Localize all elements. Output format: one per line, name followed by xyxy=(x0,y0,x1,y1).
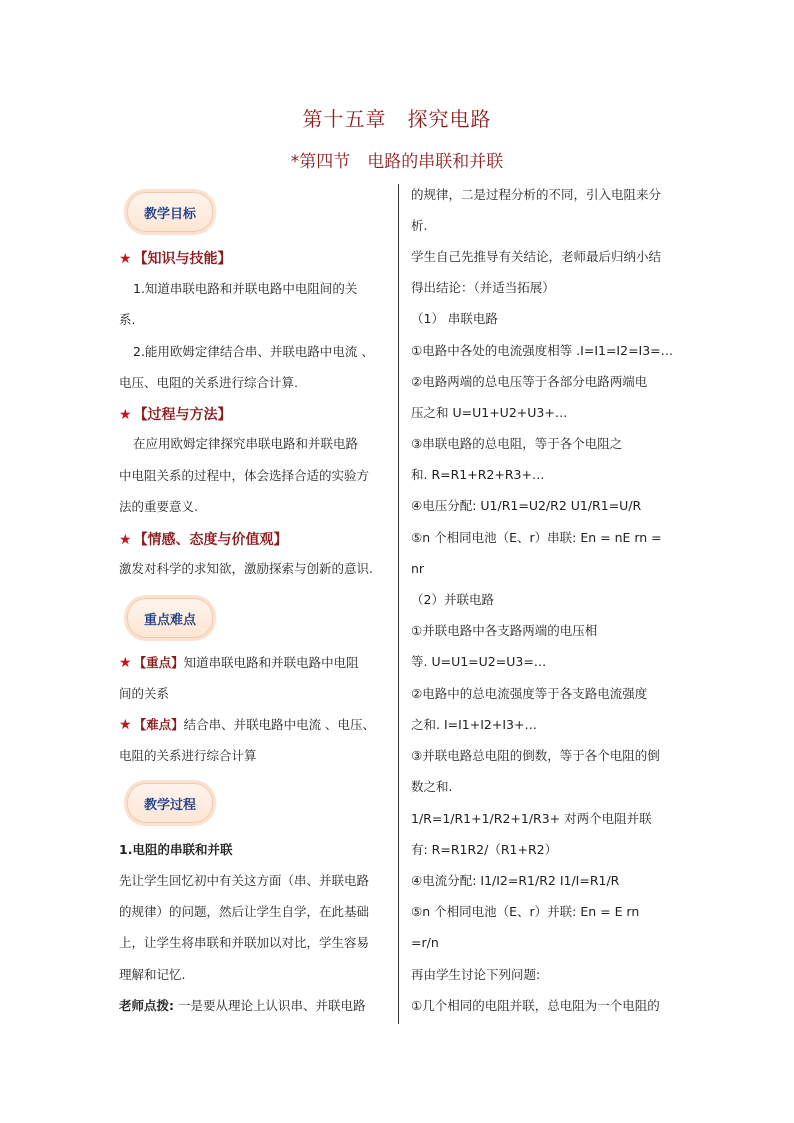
key-point-line-2: 间的关系 xyxy=(119,686,170,701)
star-icon: ★ xyxy=(119,717,132,733)
difficult-point-line-1: ★ 【难点】结合串、并联电路中电流 、电压、 xyxy=(119,717,376,733)
column-divider xyxy=(398,184,399,1024)
body-line-4: 理解和记忆. xyxy=(119,967,186,982)
right-line-12: ⑤n 个相同电池（E、r）串联: En = nE rn = xyxy=(411,530,662,545)
right-line-27: ①几个相同的电阻并联，总电阻为一个电阻的 xyxy=(411,998,660,1013)
teaching-process-badge: 教学过程 xyxy=(127,783,213,823)
emotion-line-1: 激发对科学的求知欲，激励探索与创新的意识. xyxy=(119,561,373,576)
teacher-tip-line: 老师点拨: 一是要从理论上认识串、并联电路 xyxy=(119,998,366,1013)
right-line-21: 1/R=1/R1+1/R2+1/R3+ 对两个电阻并联 xyxy=(411,811,652,826)
right-line-19: ③并联电路总电阻的倒数，等于各个电阻的倒 xyxy=(411,748,660,763)
right-line-11: ④电压分配: U1/R1=U2/R2 U1/R1=U/R xyxy=(411,498,642,513)
right-line-23: ④电流分配: I1/I2=R1/R2 I1/I=R1/R xyxy=(411,873,620,888)
teaching-goals-badge: 教学目标 xyxy=(127,192,213,232)
right-line-22: 有: R=R1R2/（R1+R2） xyxy=(411,842,558,857)
body-line-1: 先让学生回忆初中有关这方面（串、并联电路 xyxy=(119,873,370,888)
star-icon: ★ xyxy=(119,407,132,423)
sub-heading: 1.电阻的串联和并联 xyxy=(119,842,233,857)
right-line-10: 和. R=R1+R2+R3+… xyxy=(411,467,545,482)
right-line-6: ①电路中各处的电流强度相等 .I=I1=I2=I3=… xyxy=(411,343,674,358)
right-line-24: ⑤n 个相同电池（E、r）并联: En = E rn xyxy=(411,904,640,919)
star-icon: ★ xyxy=(119,251,132,267)
process-line-2: 中电阻关系的过程中，体会选择合适的实验方 xyxy=(119,468,370,483)
knowledge-line-4: 电压、电阻的关系进行综合计算. xyxy=(119,375,298,390)
process-methods-heading: ★ 【过程与方法】 xyxy=(119,407,232,423)
emotion-values-heading: ★ 【情感、态度与价值观】 xyxy=(119,532,288,548)
key-difficult-points-badge: 重点难点 xyxy=(127,598,213,638)
star-icon: ★ xyxy=(119,532,132,548)
right-line-17: ②电路中的总电流强度等于各支路电流强度 xyxy=(411,686,648,701)
right-line-26: 再由学生讨论下列问题: xyxy=(411,967,541,982)
right-line-9: ③串联电路的总电阻，等于各个电阻之 xyxy=(411,436,623,451)
difficult-point-line-2: 电阻的关系进行综合计算 xyxy=(119,748,257,763)
right-line-20: 数之和. xyxy=(411,779,453,794)
right-line-8: 压之和 U=U1+U2+U3+… xyxy=(411,405,568,420)
star-icon: ★ xyxy=(119,655,132,671)
body-line-3: 上，让学生将串联和并联加以对比，学生容易 xyxy=(119,935,370,950)
knowledge-skills-heading: ★ 【知识与技能】 xyxy=(119,251,232,267)
right-line-13: nr xyxy=(411,561,425,576)
right-line-3: 学生自己先推导有关结论，老师最后归纳小结 xyxy=(411,249,662,264)
right-line-25: =r/n xyxy=(411,935,439,950)
right-line-7: ②电路两端的总电压等于各部分电路两端电 xyxy=(411,374,648,389)
right-line-18: 之和. I=I1+I2+I3+… xyxy=(411,717,537,732)
right-line-4: 得出结论：（并适当拓展） xyxy=(411,280,555,295)
right-line-2: 析. xyxy=(411,218,428,233)
key-point-line-1: ★ 【重点】知道串联电路和并联电路中电阻 xyxy=(119,655,359,671)
right-line-15: ①并联电路中各支路两端的电压相 xyxy=(411,623,598,638)
right-line-16: 等. U=U1=U2=U3=… xyxy=(411,654,547,669)
section-title: *第四节 电路的串联和并联 xyxy=(290,152,504,172)
process-line-3: 法的重要意义. xyxy=(119,499,198,514)
knowledge-line-3: 2.能用欧姆定律结合串、并联电路中电流 、 xyxy=(133,344,374,359)
right-line-5: （1） 串联电路 xyxy=(411,311,498,326)
right-line-1: 的规律，二是过程分析的不同，引入电阻来分 xyxy=(411,187,662,202)
right-line-14: （2）并联电路 xyxy=(411,592,494,607)
chapter-title: 第十五章 探究电路 xyxy=(302,107,492,131)
process-line-1: 在应用欧姆定律探究串联电路和并联电路 xyxy=(133,436,359,451)
body-line-2: 的规律）的问题，然后让学生自学，在此基础 xyxy=(119,904,370,919)
knowledge-line-2: 系. xyxy=(119,312,136,327)
knowledge-line-1: 1.知道串联电路和并联电路中电阻间的关 xyxy=(133,281,358,296)
